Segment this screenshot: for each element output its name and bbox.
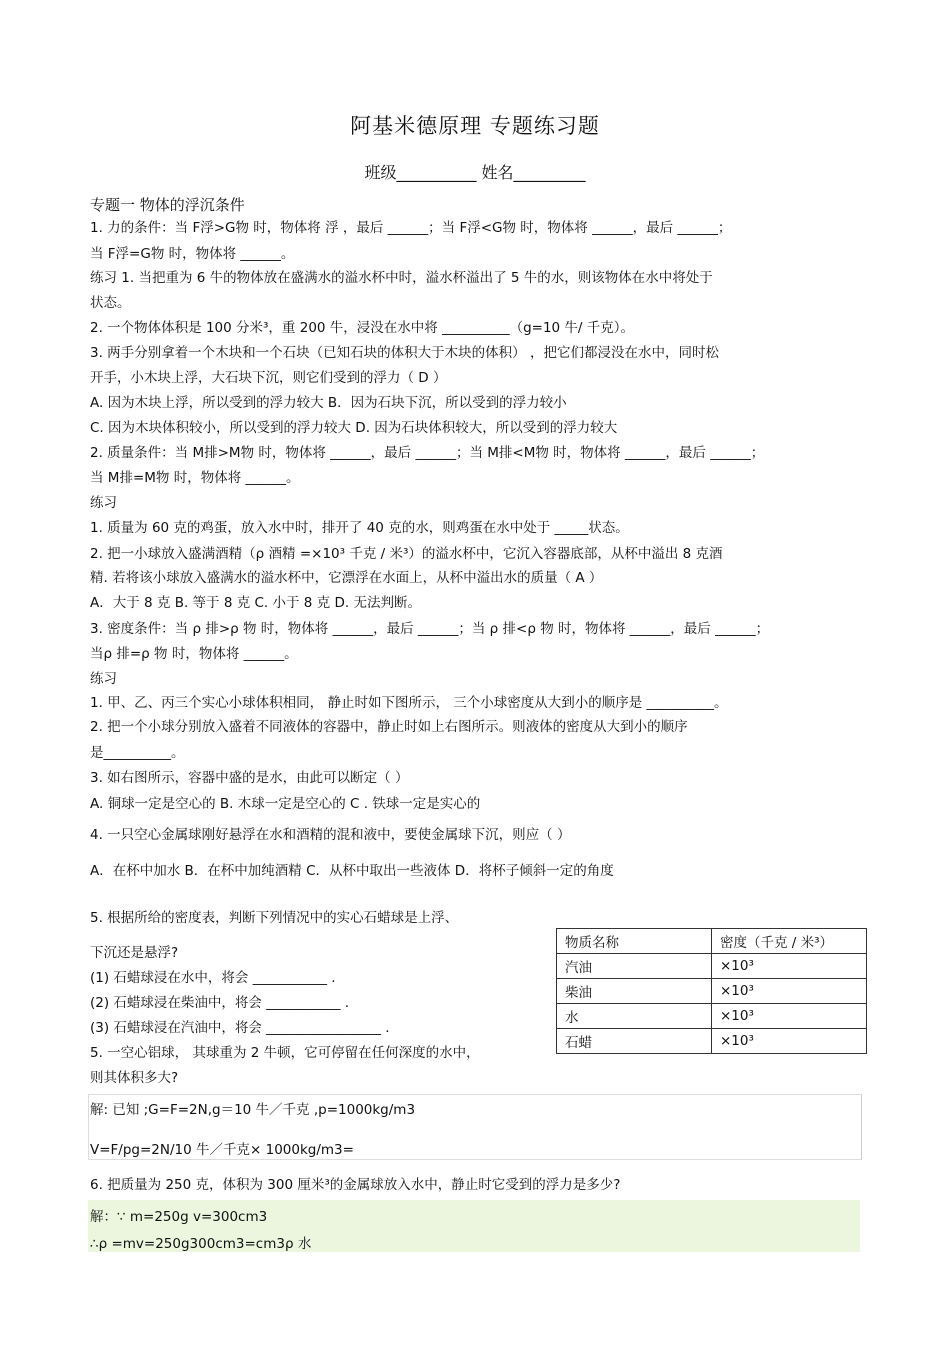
- cell-substance: 柴油: [557, 979, 712, 1004]
- table-row: [557, 979, 867, 1004]
- table-row: [557, 1029, 867, 1054]
- text-line: 6. 把质量为 250 克，体积为 300 厘米³的金属球放入水中，静止时它受到的浮力是多少?: [90, 1177, 621, 1193]
- text-line: 解: 已知 ;G=F=2N,g＝10 牛／千克 ,p=1000kg/m3: [90, 1102, 416, 1118]
- text-line: 1. 力的条件：当 F浮>G物 时，物体将 浮 ，最后 ______；当 F浮<G物 时，物体将 ______，最后 ______；: [90, 220, 732, 236]
- text-line: 当ρ 排=ρ 物 时，物体将 ______。: [90, 646, 298, 662]
- text-line: 1. 质量为 60 克的鸡蛋，放入水中时，排开了 40 克的水，则鸡蛋在水中处于 _____状态。: [90, 520, 629, 536]
- text-line: 精. 若将该小球放入盛满水的溢水杯中，它漂浮在水面上，从杯中溢出水的质量（ A ）: [90, 570, 603, 586]
- text-line: 4. 一只空心金属球刚好悬浮在水和酒精的混和液中，要使金属球下沉，则应（ ）: [90, 827, 571, 843]
- cell-substance: 水: [557, 1004, 712, 1029]
- text-line: (3) 石蜡球浸在汽油中，将会 _________________ .: [90, 1020, 390, 1036]
- text-line: ∴ρ =mv=250g300cm3=cm3ρ 水: [90, 1236, 312, 1252]
- class-name-line: 班级__________ 姓名_________: [364, 163, 586, 182]
- density-table: [556, 928, 867, 1054]
- text-line: 2. 质量条件：当 M排>M物 时，物体将 ______，最后 ______；当 M排<M物 时，物体将 ______，最后 ______；: [90, 445, 765, 461]
- text-line: 当 F浮=G物 时，物体将 ______。: [90, 246, 295, 262]
- text-line: 当 M排=M物 时，物体将 ______。: [90, 470, 300, 486]
- text-line: V=F/pg=2N/10 牛／千克× 1000kg/m3=: [90, 1142, 354, 1158]
- text-line: 开手，小木块上浮，大石块下沉，则它们受到的浮力（ D ）: [90, 370, 447, 386]
- header-density: 密度（千克 / 米³）: [712, 929, 867, 954]
- text-line: A. 因为木块上浮，所以受到的浮力较大 B．因为石块下沉，所以受到的浮力较小: [90, 395, 567, 411]
- table-header-row: [557, 929, 867, 954]
- page-title: 阿基米德原理 专题练习题: [350, 114, 600, 138]
- text-line: (1) 石蜡球浸在水中，将会 ___________ .: [90, 970, 336, 986]
- header-substance: 物质名称: [557, 929, 712, 954]
- text-line: A．大于 8 克 B. 等于 8 克 C. 小于 8 克 D. 无法判断。: [90, 595, 421, 611]
- text-line: 则其体积多大?: [90, 1070, 179, 1086]
- text-line: (2) 石蜡球浸在柴油中，将会 ___________ .: [90, 995, 350, 1011]
- text-line: 3. 如右图所示，容器中盛的是水，由此可以断定（ ）: [90, 770, 409, 786]
- cell-density: ×10³: [712, 954, 867, 979]
- text-line: 练习: [90, 495, 117, 511]
- text-line: 2. 一个物体体积是 100 分米³，重 200 牛，浸没在水中将 __________（g=10 牛/ 千克）。: [90, 320, 635, 336]
- text-line: 练习 1. 当把重为 6 牛的物体放在盛满水的溢水杯中时，溢水杯溢出了 5 牛的水，则该物体在水中将处于: [90, 270, 713, 286]
- table-row: [557, 1004, 867, 1029]
- text-line: 5. 一空心铝球， 其球重为 2 牛顿，它可停留在任何深度的水中，: [90, 1045, 480, 1061]
- text-line: A．在杯中加水 B．在杯中加纯酒精 C．从杯中取出一些液体 D．将杯子倾斜一定的角度: [90, 863, 614, 879]
- cell-density: ×10³: [712, 1029, 867, 1054]
- cell-density: ×10³: [712, 979, 867, 1004]
- text-line: 2. 把一小球放入盛满酒精（ρ 酒精 =×10³ 千克 / 米³）的溢水杯中，它沉入容器底部，从杯中溢出 8 克酒: [90, 546, 723, 562]
- text-line: 2. 把一个小球分别放入盛着不同液体的容器中，静止时如上右图所示。则液体的密度从大到小的顺序: [90, 719, 688, 735]
- text-line: 专题一 物体的浮沉条件: [90, 196, 245, 214]
- cell-density: ×10³: [712, 1004, 867, 1029]
- text-line: 1. 甲、乙、丙三个实心小球体积相同， 静止时如下图所示， 三个小球密度从大到小的顺序是 __________。: [90, 695, 728, 711]
- text-line: 是__________。: [90, 745, 185, 761]
- text-line: C. 因为木块体积较小，所以受到的浮力较大 D. 因为石块体积较大，所以受到的浮力较大: [90, 420, 618, 436]
- text-line: 下沉还是悬浮?: [90, 945, 179, 961]
- table-row: [557, 954, 867, 979]
- cell-substance: 汽油: [557, 954, 712, 979]
- text-line: 3. 两手分别拿着一个木块和一个石块（已知石块的体积大于木块的体积） ，把它们都浸没在水中，同时松: [90, 345, 719, 361]
- text-line: 状态。: [90, 295, 131, 311]
- text-line: 练习: [90, 671, 117, 687]
- cell-substance: 石蜡: [557, 1029, 712, 1054]
- text-line: 3. 密度条件：当 ρ 排>ρ 物 时，物体将 ______，最后 ______；当 ρ 排<ρ 物 时，物体将 ______，最后 ______；: [90, 621, 770, 637]
- text-line: 5. 根据所给的密度表，判断下列情况中的实心石蜡球是上浮、: [90, 910, 459, 926]
- text-line: A. 铜球一定是空心的 B. 木球一定是空心的 C . 铁球一定是实心的: [90, 796, 481, 812]
- text-line: 解：∵ m=250g v=300cm3: [90, 1209, 268, 1225]
